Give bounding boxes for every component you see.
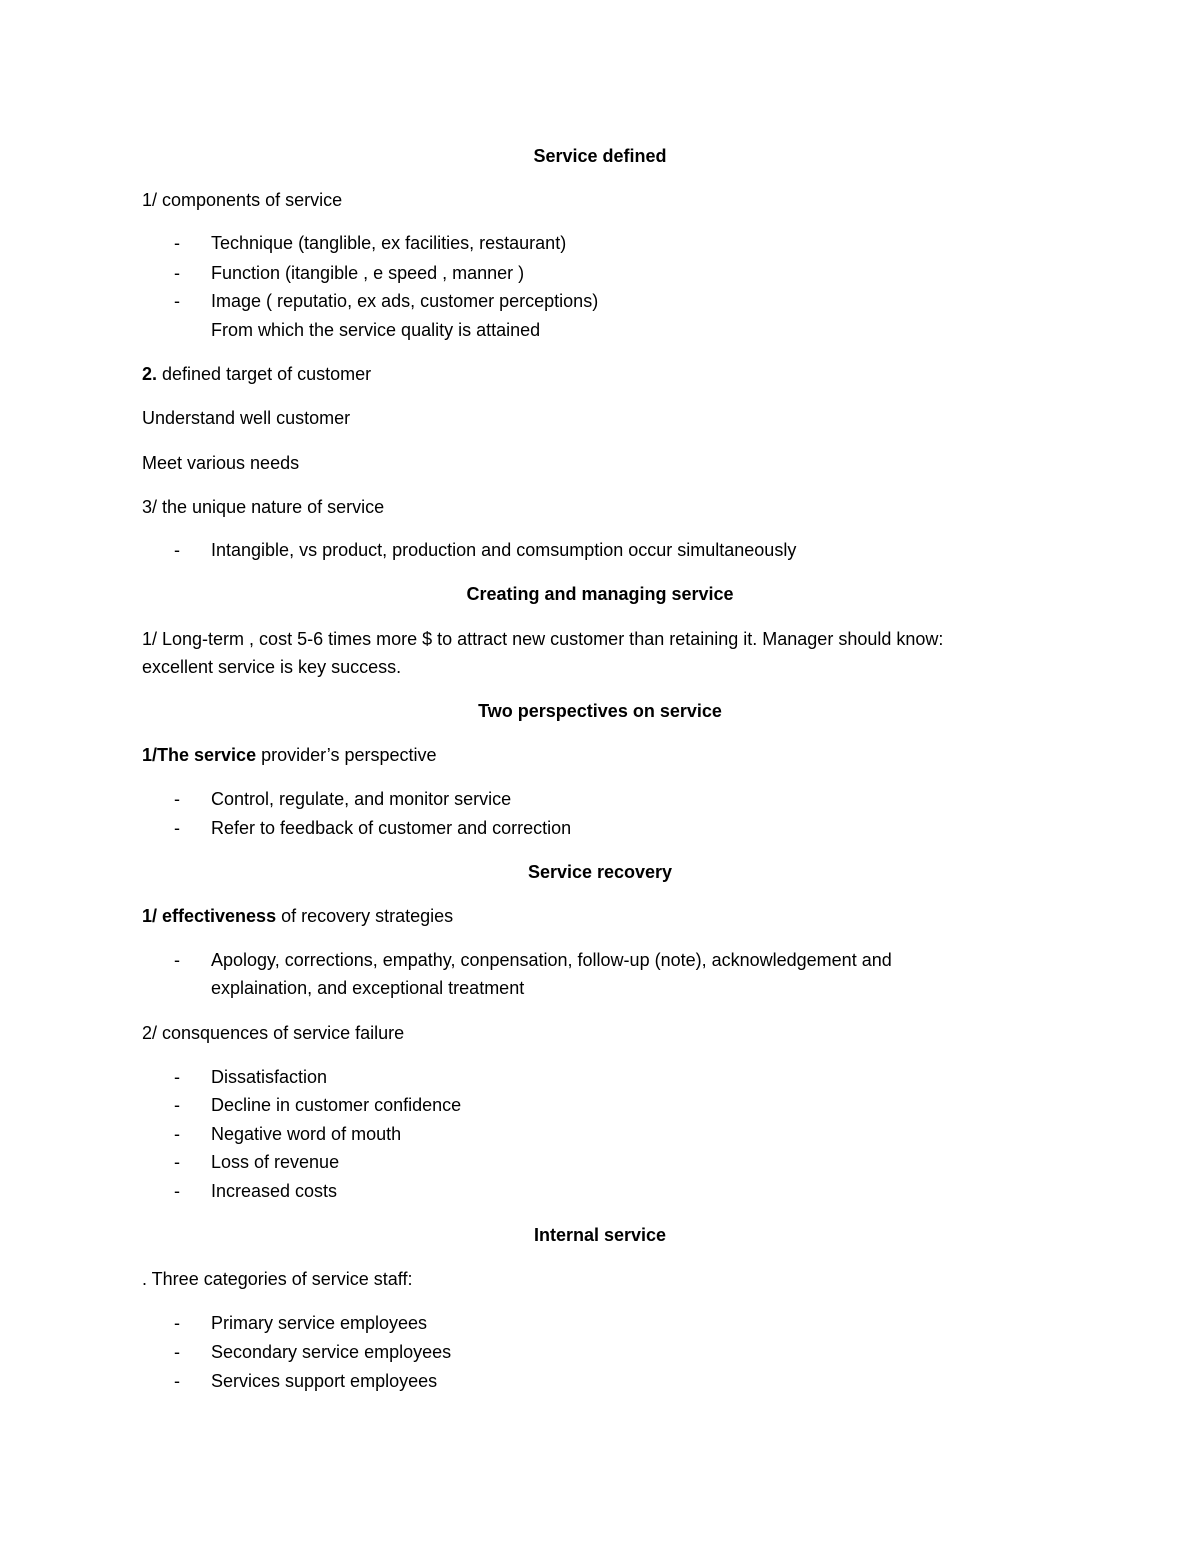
list-item: Primary service employees bbox=[211, 1313, 428, 1333]
list-item: Dissatisfaction bbox=[211, 1067, 328, 1087]
bullet-dash: - bbox=[174, 1067, 180, 1087]
bullet-dash: - bbox=[174, 1342, 180, 1362]
heading-two-perspectives: Two perspectives on service bbox=[478, 701, 722, 721]
subheading-provider bbox=[142, 743, 437, 767]
heading-creating-managing: Creating and managing service bbox=[466, 584, 734, 604]
subheading-effectiveness bbox=[142, 904, 453, 928]
subheading-consequences: 2/ consquences of service failure bbox=[142, 1023, 405, 1043]
list-item: Intangible, vs product, production and comsumption occur simultaneously bbox=[211, 540, 797, 560]
list-item: Control, regulate, and monitor service bbox=[211, 789, 512, 809]
bullet-dash: - bbox=[174, 540, 180, 560]
list-item: Loss of revenue bbox=[211, 1152, 340, 1172]
subheading-components: 1/ components of service bbox=[142, 190, 343, 210]
paragraph: excellent service is key success. bbox=[142, 657, 402, 677]
list-item: Negative word of mouth bbox=[211, 1124, 402, 1144]
heading-service-recovery: Service recovery bbox=[527, 862, 673, 882]
paragraph: Understand well customer bbox=[142, 408, 351, 428]
subheading-text: of recovery strategies bbox=[276, 906, 454, 926]
subheading-number: 2. bbox=[142, 364, 158, 384]
paragraph: Meet various needs bbox=[142, 453, 300, 473]
list-continuation: From which the service quality is attained bbox=[211, 320, 541, 340]
heading-internal-service: Internal service bbox=[533, 1225, 667, 1245]
list-item: Services support employees bbox=[211, 1371, 438, 1391]
list-item: Increased costs bbox=[211, 1181, 338, 1201]
bullet-dash: - bbox=[174, 263, 180, 283]
list-item: Technique (tanglible, ex facilities, restaurant) bbox=[211, 233, 567, 253]
list-item: Image ( reputatio, ex ads, customer perceptions) bbox=[211, 291, 599, 311]
list-item: Secondary service employees bbox=[211, 1342, 452, 1362]
heading-service-defined: Service defined bbox=[533, 146, 667, 166]
bullet-dash: - bbox=[174, 950, 180, 970]
subheading-text: defined target of customer bbox=[157, 364, 372, 384]
bullet-dash: - bbox=[174, 233, 180, 253]
bullet-dash: - bbox=[174, 291, 180, 311]
subheading-bold: 1/ effectiveness bbox=[142, 906, 277, 926]
bullet-dash: - bbox=[174, 1124, 180, 1144]
bullet-dash: - bbox=[174, 1095, 180, 1115]
list-item: Refer to feedback of customer and correction bbox=[211, 818, 572, 838]
bullet-dash: - bbox=[174, 1152, 180, 1172]
bullet-dash: - bbox=[174, 1371, 180, 1391]
list-item-continuation: explaination, and exceptional treatment bbox=[211, 978, 525, 998]
list-item: Function (itangible , e speed , manner ) bbox=[211, 263, 525, 283]
subheading-unique-nature: 3/ the unique nature of service bbox=[142, 497, 385, 517]
paragraph: 1/ Long-term , cost 5-6 times more $ to attract new customer than retaining it. Manager should know: bbox=[142, 629, 944, 649]
paragraph-intro: . Three categories of service staff: bbox=[142, 1269, 413, 1289]
subheading-text: provider’s perspective bbox=[256, 745, 437, 765]
bullet-dash: - bbox=[174, 818, 180, 838]
list-item: Apology, corrections, empathy, conpensation, follow-up (note), acknowledgement and bbox=[211, 950, 892, 970]
subheading-bold: 1/The service bbox=[142, 745, 257, 765]
bullet-dash: - bbox=[174, 789, 180, 809]
subheading-defined-target bbox=[142, 362, 371, 386]
list-item: Decline in customer confidence bbox=[211, 1095, 462, 1115]
bullet-dash: - bbox=[174, 1313, 180, 1333]
bullet-dash: - bbox=[174, 1181, 180, 1201]
